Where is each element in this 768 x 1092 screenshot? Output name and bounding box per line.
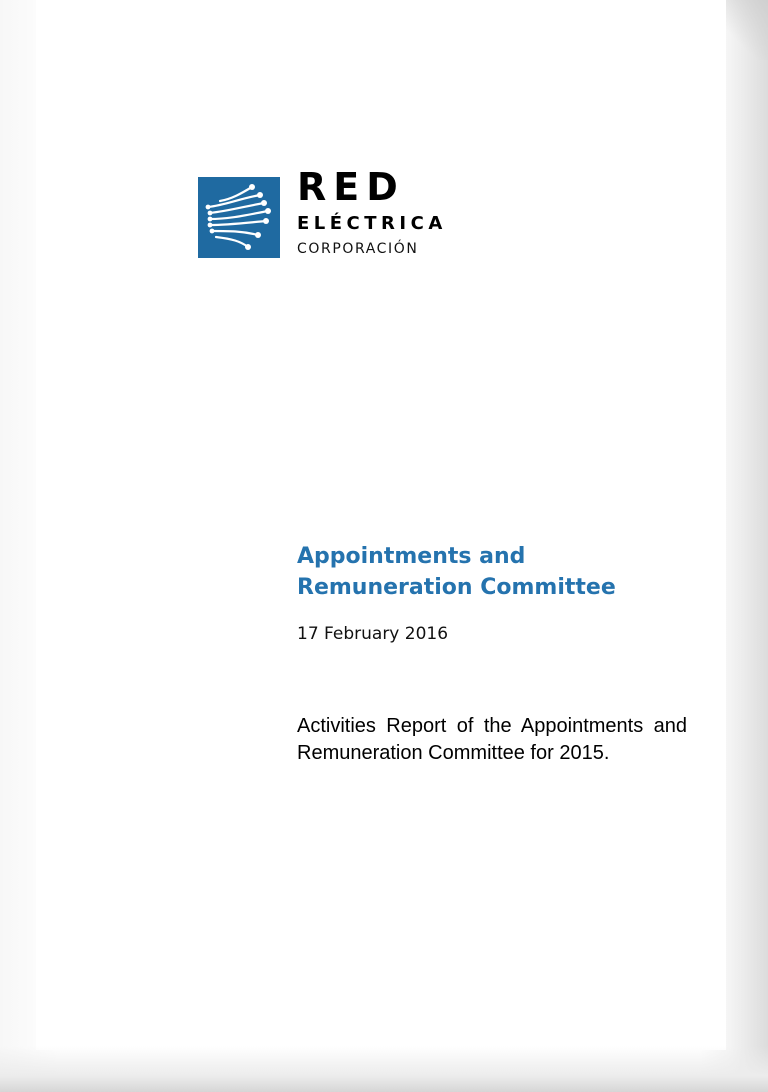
red-electrica-logo-icon (198, 177, 280, 258)
logo-wordmark: RED (297, 165, 405, 209)
title-line-2: Remuneration Committee (297, 575, 616, 600)
cover-page (36, 0, 726, 1050)
page-bottom-shadow (0, 1046, 768, 1092)
document-date: 17 February 2016 (297, 624, 449, 644)
logo-corporation: CORPORACIÓN (297, 241, 419, 257)
document-title (297, 541, 697, 603)
document-description: Activities Report of the Appointments and Remuneration Committee for 2015. (297, 715, 687, 764)
fiber-strands-icon (198, 177, 280, 258)
title-line-1: Appointments and (297, 544, 526, 569)
logo-subtitle: ELÉCTRICA (297, 213, 447, 234)
